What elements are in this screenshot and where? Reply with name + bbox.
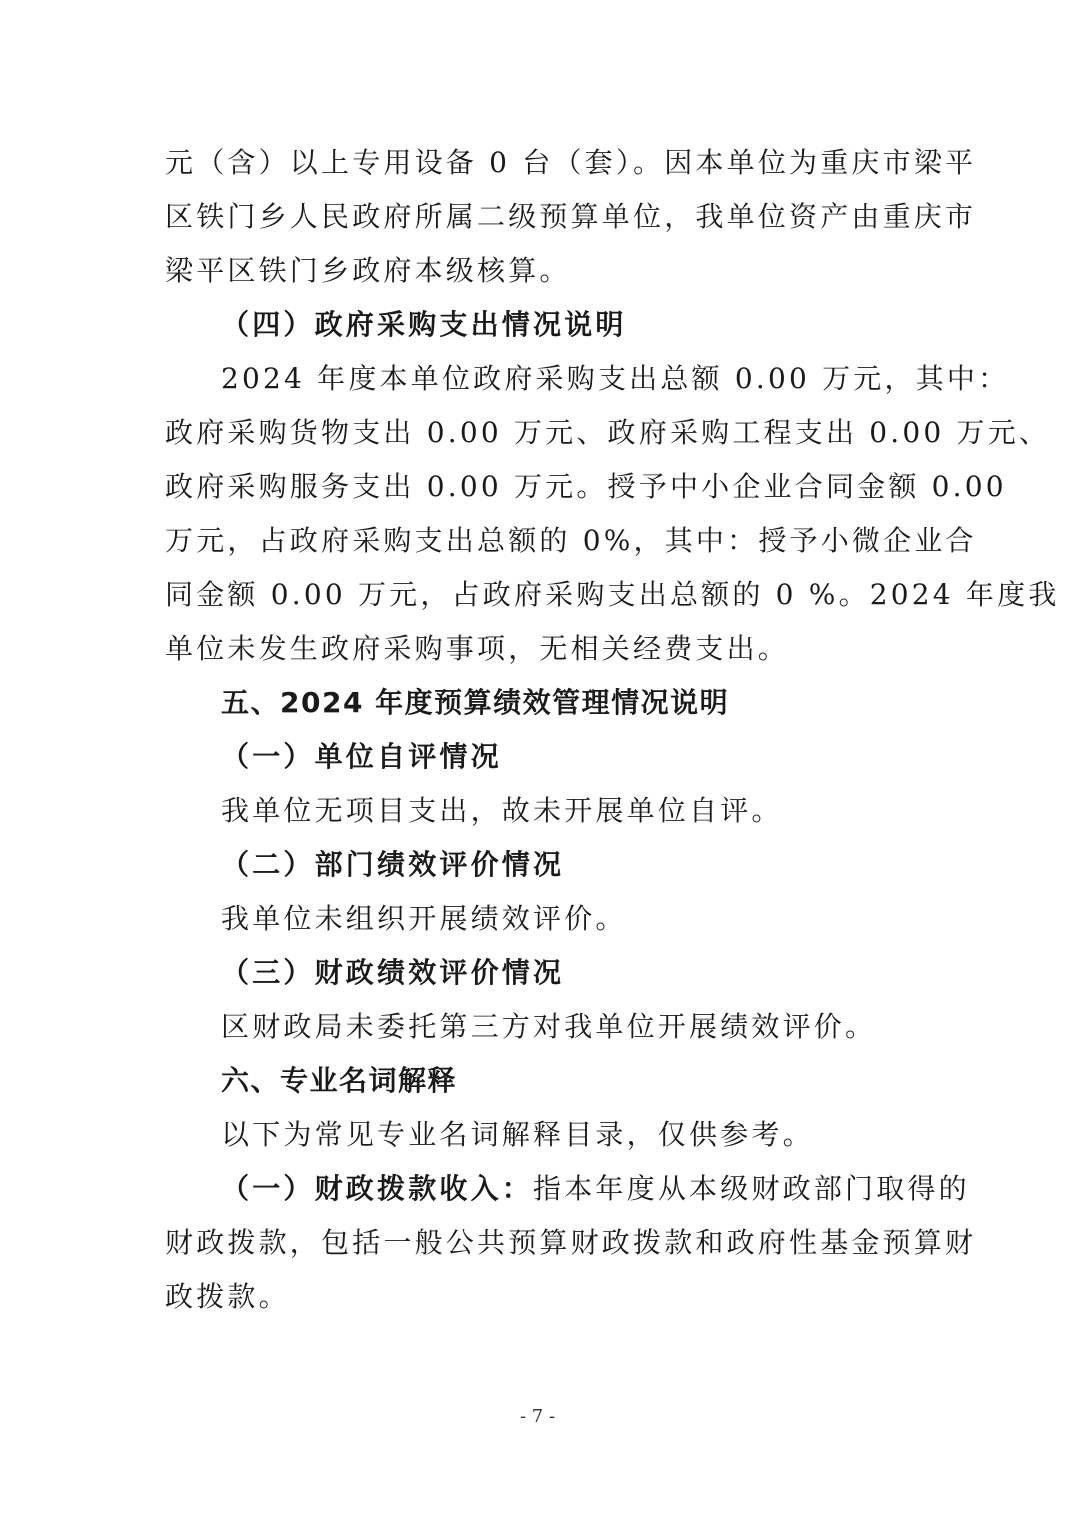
term-text: 指本年度从本级财政部门取得的 xyxy=(533,1172,970,1205)
body-line: 区财政局未委托第三方对我单位开展绩效评价。 xyxy=(221,1010,877,1043)
body-line: 同金额 0.00 万元，占政府采购支出总额的 0 %。2024 年度我 xyxy=(165,578,1060,611)
term-label: （一）财政拨款收入： xyxy=(221,1172,534,1205)
body-line: 单位未发生政府采购事项，无相关经费支出。 xyxy=(165,632,790,665)
body-line: 政拨款。 xyxy=(165,1280,290,1313)
body-line: 财政拨款，包括一般公共预算财政拨款和政府性基金预算财 xyxy=(165,1226,977,1259)
body-line: 以下为常见专业名词解释目录，仅供参考。 xyxy=(221,1118,814,1151)
procurement-heading: （四）政府采购支出情况说明 xyxy=(221,308,627,341)
term-definition xyxy=(165,1162,970,1216)
body-line: 我单位无项目支出，故未开展单位自评。 xyxy=(221,794,783,827)
section-six-heading: 六、专业名词解释 xyxy=(221,1064,458,1097)
self-evaluation-heading: （一）单位自评情况 xyxy=(221,740,502,773)
body-line: 2024 年度本单位政府采购支出总额 0.00 万元，其中： xyxy=(221,362,1010,395)
body-line: 元（含）以上专用设备 0 台（套）。因本单位为重庆市梁平 xyxy=(165,146,977,179)
finance-evaluation-heading: （三）财政绩效评价情况 xyxy=(221,956,565,989)
body-line: 政府采购货物支出 0.00 万元、政府采购工程支出 0.00 万元、 xyxy=(165,416,1051,449)
body-line: 我单位未组织开展绩效评价。 xyxy=(221,902,627,935)
page-number: - 7 - xyxy=(519,1406,556,1427)
section-five-heading: 五、2024 年度预算绩效管理情况说明 xyxy=(221,686,730,719)
body-line: 区铁门乡人民政府所属二级预算单位，我单位资产由重庆市 xyxy=(165,200,977,233)
document-body xyxy=(165,136,1060,1324)
body-line: 万元，占政府采购支出总额的 0%，其中：授予小微企业合 xyxy=(165,524,977,557)
department-evaluation-heading: （二）部门绩效评价情况 xyxy=(221,848,565,881)
body-line: 梁平区铁门乡政府本级核算。 xyxy=(165,254,571,287)
body-line: 政府采购服务支出 0.00 万元。授予中小企业合同金额 0.00 xyxy=(165,470,1007,503)
